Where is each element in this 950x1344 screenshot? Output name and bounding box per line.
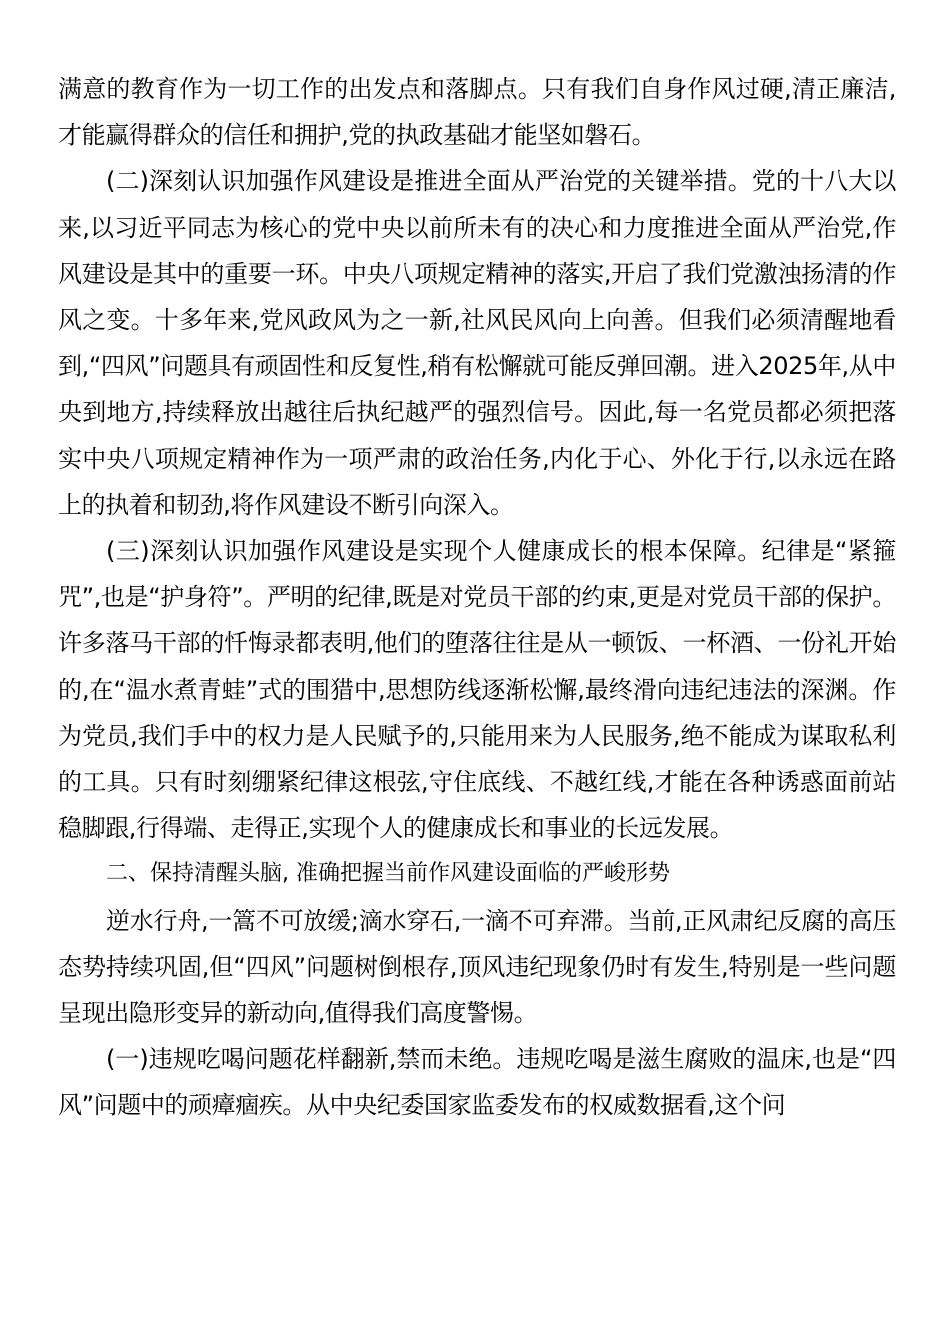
paragraph-continuation: 满意的教育作为一切工作的出发点和落脚点。只有我们自身作风过硬,清正廉洁,才能赢得群众的信任和拥护,党的执政基础才能坚如磐石。 [58, 75, 896, 150]
section-heading-2: 二、保持清醒头脑, 准确把握当前作风建设面临的严峻形势 [106, 861, 670, 887]
paragraph-section-2: (二)深刻认识加强作风建设是推进全面从严治党的关键举措。党的十八大以来,以习近平同志为核心的党中央以前所未有的决心和力度推进全面从严治党,作风建设是其中的重要一环。中央八项规定精神的落实,开启了我们党激浊扬清的作风之变。十多年来,党风政风为之一新,社风民风向上向善。但我们必须清醒地看到,“四风”问题具有顽固性和反复性,稍有松懈就可能反弹回潮。进入2025年,从中央到地方,持续释放出越往后执纪越严的强烈信号。因此,每一名党员都必须把落实中央八项规定精神作为一项严肃的政治任务,内化于心、外化于行,以永远在路上的执着和韧劲,将作风建设不断引向深入。 [58, 167, 896, 519]
paragraph-section-3: (三)深刻认识加强作风建设是实现个人健康成长的根本保障。纪律是“紧箍咒”,也是“护身符”。严明的纪律,既是对党员干部的约束,更是对党员干部的保护。许多落马干部的忏悔录都表明,他们的堕落往往是从一顿饭、一杯酒、一份礼开始的,在“温水煮青蛙”式的围猎中,思想防线逐渐松懈,最终滑向违纪违法的深渊。作为党员,我们手中的权力是人民赋予的,只能用来为人民服务,绝不能成为谋取私利的工具。只有时刻绷紧纪律这根弦,守住底线、不越红线,才能在各种诱惑面前站稳脚跟,行得端、走得正,实现个人的健康成长和事业的长远发展。 [58, 537, 896, 843]
document-page [58, 66, 896, 1129]
paragraph-intro: 逆水行舟,一篙不可放缓;滴水穿石,一滴不可弃滞。当前,正风肃纪反腐的高压态势持续巩固,但“四风”问题树倒根存,顶风违纪现象仍时有发生,特别是一些问题呈现出隐形变异的新动向,值得我们高度警惕。 [58, 906, 896, 1028]
paragraph-subsection-1: (一)违规吃喝问题花样翻新,禁而未绝。违规吃喝是滋生腐败的温床,也是“四风”问题中的顽瘴痼疾。从中央纪委国家监委发布的权威数据看,这个问 [58, 1045, 896, 1120]
